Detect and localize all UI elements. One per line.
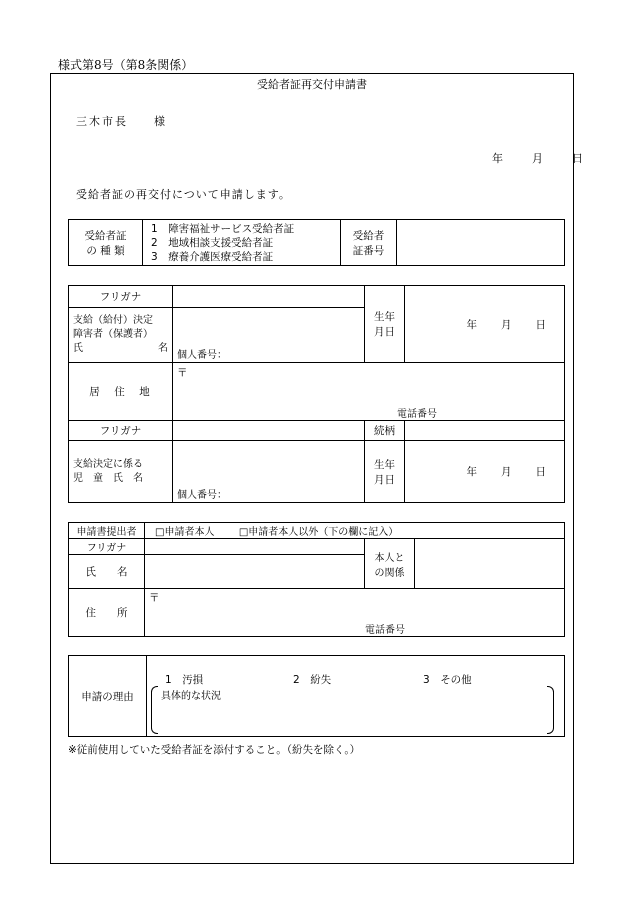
date-month: 月 [532, 152, 543, 165]
postal-mark: 〒 [177, 367, 188, 379]
child-personal-number-label: 個人番号： [177, 490, 227, 501]
residence-field[interactable] [173, 363, 565, 421]
reason-text: 汚損 [182, 674, 204, 686]
child-birth-year: 年 [466, 466, 477, 478]
child-birth-label-line2: 月日 [374, 473, 395, 486]
applicant-name-field[interactable] [173, 308, 365, 363]
reason-text: その他 [440, 674, 472, 686]
residence-label-text: 居 住 地 [89, 386, 152, 398]
child-name-label-line1: 支給決定に係る [73, 458, 143, 470]
name-label-mei: 名 [158, 343, 168, 354]
cert-number-label-line2: 証番号 [352, 244, 385, 257]
applicant-table [68, 285, 565, 503]
detail-label: 具体的な状況 [161, 691, 221, 702]
child-relation-field[interactable] [405, 421, 565, 441]
submitter-postal-mark: 〒 [149, 592, 160, 604]
submitter-relation-label [365, 539, 415, 589]
submitter-furigana-field[interactable] [145, 539, 365, 555]
child-birth-label [365, 441, 405, 503]
name-label-line3 [73, 342, 168, 356]
option-text: 障害福祉サービス受給者証 [168, 222, 295, 235]
cert-type-option[interactable] [151, 250, 340, 264]
child-name-field[interactable] [173, 441, 365, 503]
submitter-address-label: 住 所 [69, 589, 145, 637]
cert-type-label [69, 220, 143, 266]
option-text: 地域相談支援受給者証 [168, 236, 274, 249]
submitter-address-field[interactable] [145, 589, 565, 637]
child-furigana-label: フリガナ [69, 421, 173, 441]
phone-label: 電話番号 [397, 409, 437, 420]
detail-field[interactable] [161, 700, 542, 730]
intro-text: 受給者証の再交付について申請します。 [76, 188, 291, 201]
submitter-relation-field[interactable] [415, 539, 565, 589]
relation-label-line1: 本人と [374, 552, 405, 564]
cert-type-option[interactable] [151, 236, 340, 250]
cert-type-label-line1: 受給者証 [84, 229, 127, 242]
applicant-furigana-field[interactable] [173, 286, 365, 308]
submitter-option-other[interactable]: □申請者本人以外（下の欄に記入） [238, 527, 399, 538]
cert-number-label [341, 220, 397, 266]
submitter-options [145, 523, 565, 539]
reason-text: 紛失 [310, 674, 332, 686]
application-date [492, 150, 583, 166]
cert-type-options [143, 220, 341, 266]
applicant-furigana-label: フリガナ [69, 286, 173, 308]
reason-option-2[interactable] [293, 672, 331, 687]
reason-label: 申請の理由 [69, 656, 147, 737]
reason-option-3[interactable] [423, 672, 472, 687]
option-num: 3 [151, 250, 158, 263]
detail-bracket-left [151, 686, 158, 734]
reason-table [68, 655, 565, 737]
child-birth-month: 月 [501, 466, 512, 478]
cert-number-label-line1: 受給者 [352, 229, 385, 242]
birth-label-line1: 生年 [374, 311, 395, 323]
detail-bracket-right [547, 686, 554, 734]
residence-label [69, 363, 173, 421]
attachment-note: ※従前使用していた受給者証を添付すること。（紛失を除く。） [68, 744, 361, 756]
submitter-name-field[interactable] [145, 555, 365, 589]
reason-option-1[interactable] [165, 672, 203, 687]
child-birth-field[interactable] [405, 441, 565, 503]
applicant-name-label [69, 308, 173, 363]
form-title: 受給者証再交付申請書 [257, 78, 367, 91]
name-label-line1: 支給（給付）決定 [73, 315, 153, 326]
name-label-shi: 氏 [73, 343, 83, 354]
option-num: 2 [151, 236, 158, 249]
child-furigana-field[interactable] [173, 421, 365, 441]
submitter-label: 申請書提出者 [69, 523, 145, 539]
date-year: 年 [492, 152, 503, 165]
birth-label-line2: 月日 [374, 326, 395, 338]
submitter-table [68, 522, 565, 637]
birth-day: 日 [535, 318, 546, 331]
applicant-birth-label [365, 286, 405, 363]
reason-num: 3 [423, 674, 430, 686]
addressee: 三木市長 様 [76, 115, 167, 128]
relation-label-line2: の関係 [374, 567, 405, 579]
applicant-birth-field[interactable] [405, 286, 565, 363]
cert-type-option[interactable] [151, 222, 340, 236]
form-number: 様式第8号（第8条関係） [58, 58, 194, 72]
reason-num: 1 [165, 674, 172, 686]
date-day: 日 [572, 152, 583, 165]
child-name-label [69, 441, 173, 503]
cert-type-label-line2: の 種 類 [86, 244, 125, 257]
personal-number-label: 個人番号： [177, 350, 227, 361]
cert-number-field[interactable] [397, 220, 565, 266]
option-text: 療養介護医療受給者証 [168, 250, 274, 263]
child-relation-label: 続柄 [365, 421, 405, 441]
submitter-option-self[interactable]: □申請者本人 [155, 527, 215, 538]
cert-type-table [68, 219, 565, 266]
child-birth-label-line1: 生年 [374, 458, 395, 471]
child-name-label-line2: 児 童 氏 名 [73, 472, 143, 484]
submitter-furigana-label: フリガナ [69, 539, 145, 555]
birth-year: 年 [466, 318, 477, 331]
option-num: 1 [151, 222, 158, 235]
child-birth-day: 日 [535, 466, 546, 478]
reason-content [147, 656, 565, 737]
submitter-phone-label: 電話番号 [365, 625, 405, 636]
reason-num: 2 [293, 674, 300, 686]
birth-month: 月 [501, 318, 512, 331]
submitter-name-label: 氏 名 [69, 555, 145, 589]
name-label-line2: 障害者（保護者） [73, 329, 153, 340]
